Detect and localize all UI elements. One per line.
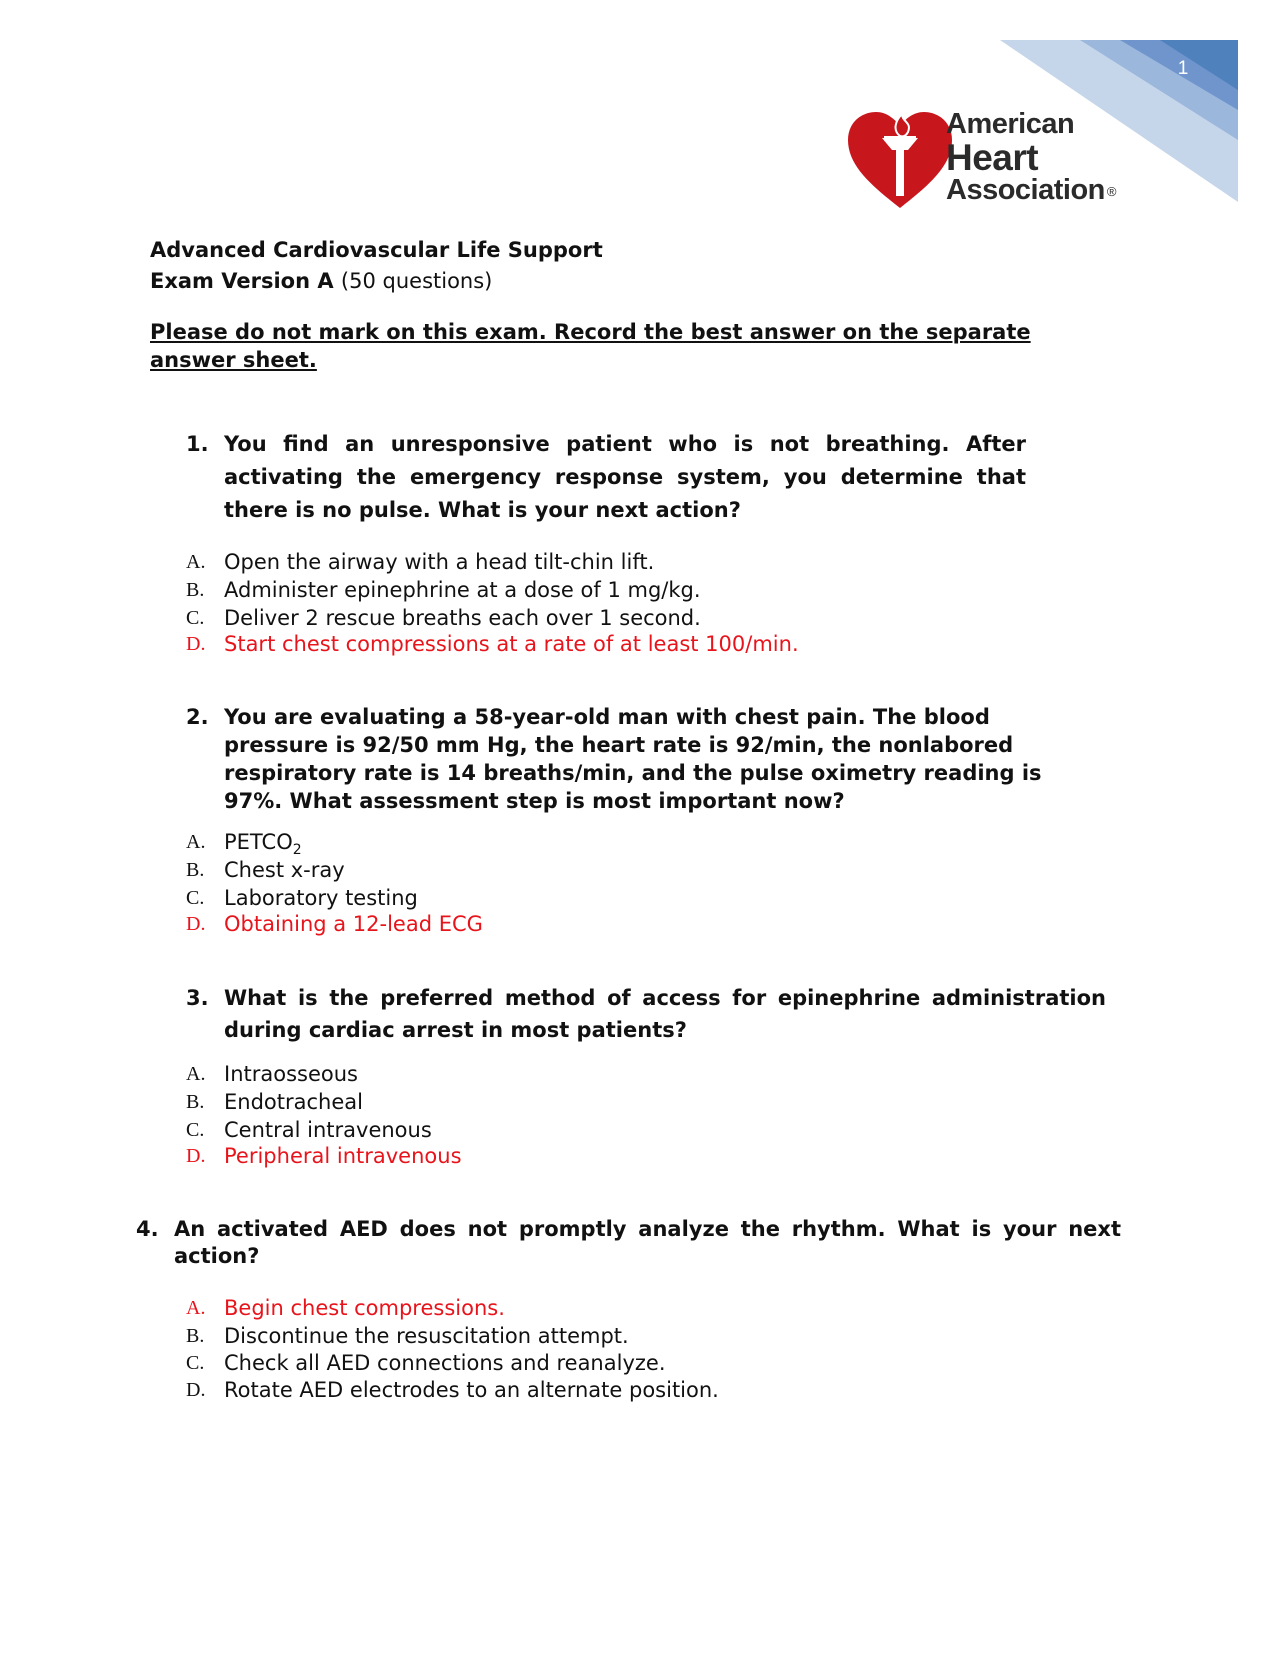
choice-text: Rotate AED electrodes to an alternate position. [224,1378,719,1402]
question-3 [186,982,1106,1046]
choice-text: Open the airway with a head tilt-chin lift. [224,550,655,574]
choice-letter: C. [186,887,205,909]
exam-header [150,235,603,297]
logo-wordmark [946,110,1116,205]
page-number: 1 [1177,58,1189,79]
choice-letter: B. [186,859,205,881]
choice-letter: D. [186,633,206,655]
choice-letter: C. [186,1119,205,1141]
question-number: 4. [136,1217,159,1241]
choice-letter: C. [186,607,205,629]
question-4 [136,1216,1121,1272]
question-2 [186,703,1086,815]
choice-letter: B. [186,579,205,601]
choice-text: Deliver 2 rescue breaths each over 1 second. [224,606,701,630]
question-text: What is the preferred method of access for epinephrine administration during cardiac arrest in most patients? [224,986,1106,1042]
question-1 [186,428,1026,538]
choice-letter: A. [186,1063,206,1085]
choice-letter: C. [186,1352,205,1374]
question-number: 3. [186,986,209,1010]
logo-line-american: American [946,108,1075,140]
choice-text: Discontinue the resuscitation attempt. [224,1324,629,1348]
choice-letter: D. [186,1379,206,1401]
choice-text: Intraosseous [224,1062,358,1086]
question-text: An activated AED does not promptly analyze the rhythm. What is your next action? [174,1217,1121,1268]
choice-text: Peripheral intravenous [224,1144,462,1168]
logo-line-association: Association [946,174,1105,206]
question-text: You find an unresponsive patient who is not breathing. After activating the emergency response system, you determine that there is no pulse. What is your next action? [224,432,1026,522]
exam-instructions: Please do not mark on this exam. Record the best answer on the separate answer sheet. [150,320,1031,372]
choice-text: Chest x-ray [224,858,345,882]
petco-subscript: 2 [292,842,302,859]
choice-letter: A. [186,1297,206,1319]
choice-text: Start chest compressions at a rate of at least 100/min. [224,632,799,656]
choice-letter: A. [186,551,206,573]
choice-text: Administer epinephrine at a dose of 1 mg/kg. [224,578,701,602]
choice-text: Begin chest compressions. [224,1296,505,1320]
petco-label: PETCO [224,830,293,854]
registered-mark: ® [1106,183,1116,199]
exam-question-count: (50 questions) [340,269,493,293]
choice-letter: B. [186,1091,205,1113]
choice-letter: A. [186,831,206,853]
logo-line-heart: Heart [946,137,1039,178]
choice-letter: D. [186,913,206,935]
choice-text: Laboratory testing [224,886,418,910]
choice-text: Obtaining a 12-lead ECG [224,912,483,936]
choice-letter: B. [186,1325,205,1347]
choice-letter: D. [186,1145,206,1167]
choice-text: Endotracheal [224,1090,363,1114]
exam-version: Exam Version A [150,269,334,293]
choice-text: Central intravenous [224,1118,432,1142]
question-number: 1. [186,432,209,456]
choice-text: Check all AED connections and reanalyze. [224,1351,666,1375]
question-number: 2. [186,705,209,729]
question-text: You are evaluating a 58-year-old man with chest pain. The blood pressure is 92/50 mm Hg, the heart rate is 92/min, the nonlabored respiratory rate is 14 breaths/min, and the pulse oximetry reading is 97%. What assessment step is most important now? [224,705,1042,813]
exam-title: Advanced Cardiovascular Life Support [150,238,603,262]
